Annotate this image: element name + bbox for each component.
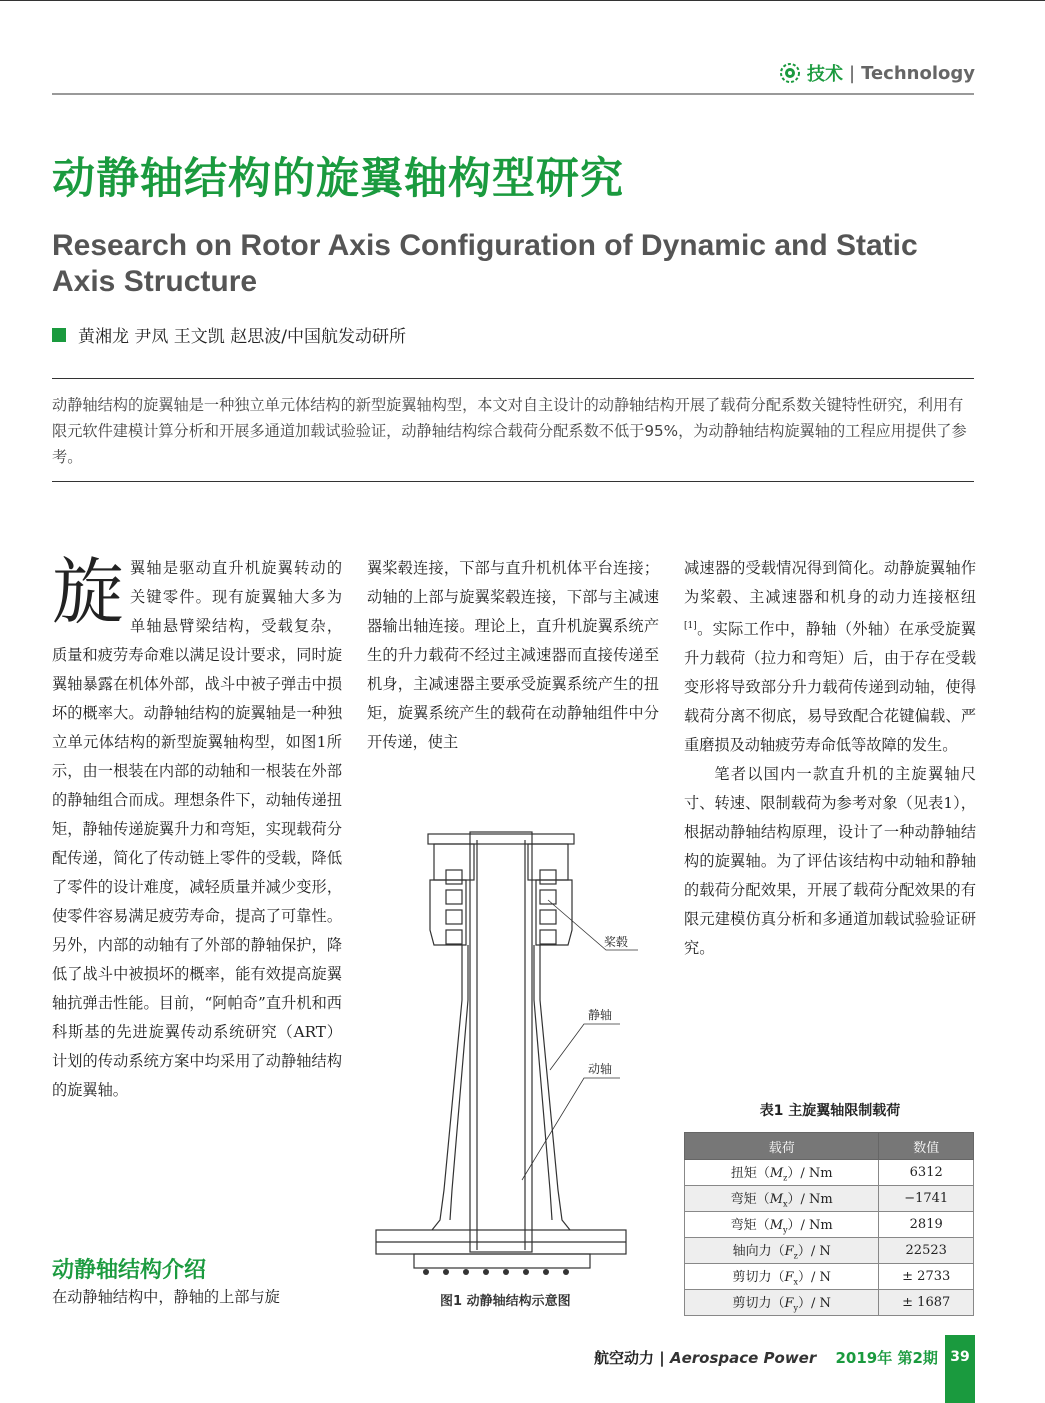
section-zh: 技术	[807, 64, 843, 85]
table-header-load: 载荷	[685, 1133, 879, 1160]
section-tag	[779, 60, 975, 86]
dynamic-shaft	[470, 832, 532, 1252]
load-value: ± 1687	[879, 1290, 974, 1316]
table-row	[685, 1290, 974, 1316]
title-en: Research on Rotor Axis Configuration of Dynamic and Static Axis Structure	[52, 229, 918, 298]
table-row	[685, 1160, 974, 1186]
column-3-para-2: 笔者以国内一款直升机的主旋翼轴尺寸、转速、限制载荷为参考对象（见表1），根据动静轴结构原理，设计了一种动静轴结构的旋翼轴。为了评估该结构中动轴和静轴的载荷分配效果，开展了载荷分配效果的有限元建模仿真分析和多通道加载试验验证研究。	[684, 765, 976, 958]
journal-en: Aerospace Power	[669, 1349, 817, 1367]
load-value: ± 2733	[879, 1264, 974, 1290]
load-name: 扭矩$(M_z)/$ Nm	[685, 1160, 879, 1186]
bullet-square-icon	[52, 328, 66, 342]
leader-dynamic	[522, 1078, 620, 1180]
label-dynamic: 动轴	[588, 1062, 613, 1076]
load-value: 22523	[879, 1238, 974, 1264]
load-name: 轴向力$(F_z)/$ N	[685, 1238, 879, 1264]
hub-flange	[428, 834, 574, 844]
table-row	[685, 1186, 974, 1212]
static-shaft	[432, 945, 462, 1230]
figure-1-drawing	[370, 820, 660, 1280]
footer	[594, 1347, 938, 1368]
abstract: 动静轴结构的旋翼轴是一种独立单元体结构的新型旋翼轴构型，本文对自主设计的动静轴结构开展了载荷分配系数关键特性研究，利用有限元软件建模计算分析和开展多通道加载试验验证，动静轴结构综合载荷分配系数不低于95%，为动静轴结构旋翼轴的工程应用提供了参考。	[52, 396, 967, 466]
column-1	[52, 550, 342, 1105]
section-heading: 动静轴结构介绍	[52, 1258, 207, 1283]
label-static: 静轴	[588, 1008, 613, 1022]
load-name: 弯矩$(M_y)/$ Nm	[685, 1212, 879, 1238]
section-separator: |	[849, 62, 856, 84]
reference-mark: [1]	[684, 621, 697, 631]
page-number: 39	[945, 1335, 975, 1403]
table-row	[685, 1212, 974, 1238]
section-en: Technology	[861, 62, 975, 84]
issue: 2019年 第2期	[835, 1349, 938, 1367]
load-value: −1741	[879, 1186, 974, 1212]
top-rule	[0, 0, 1045, 1]
journal-logo-icon	[779, 62, 801, 84]
authors-line	[52, 322, 406, 347]
bearing-right	[540, 870, 556, 944]
column-2: 翼桨毂连接，下部与直升机机体平台连接；动轴的上部与旋翼桨毂连接，下部与主减速器输出轴连接。理论上，直升机旋翼系统产生的升力载荷不经过主减速器而直接传递至机身，主减速器主要承受旋翼系统产生的扭矩，旋翼系统产生的载荷在动静轴组件中分开传递，使主	[367, 559, 659, 751]
abstract-bottom-rule	[52, 481, 974, 482]
load-name: 弯矩$(M_x)/$ Nm	[685, 1186, 879, 1212]
authors: 黄湘龙 尹凤 王文凯 赵思波/中国航发动研所	[78, 327, 406, 347]
abstract-top-rule	[52, 378, 974, 379]
table-title: 表1 主旋翼轴限制载荷	[759, 1103, 901, 1119]
title-zh: 动静轴结构的旋翼轴构型研究	[52, 154, 624, 204]
column-1-text: 翼轴是驱动直升机旋翼转动的关键零件。现有旋翼轴大多为单轴悬臂梁结构，受载复杂，质量和疲劳寿命难以满足设计要求，同时旋翼轴暴露在机体外部，战斗中被子弹击中损坏的概率大。动静轴结构的旋翼轴是一种独立单元体结构的新型旋翼轴构型，如图1所示，由一根装在内部的动轴和一根装在外部的静轴组合而成。理想条件下，动轴传递扭矩，静轴传递旋翼升力和弯矩，实现载荷分配传递，简化了传动链上零件的受载，降低了零件的设计难度，减轻质量并减少变形，使零件容易满足疲劳寿命，提高了可靠性。另外，内部的动轴有了外部的静轴保护，降低了战斗中被损坏的概率，能有效提高旋翼轴抗弹击性能。目前，“阿帕奇”直升机和西科斯基的先进旋翼传动系统研究（ART）计划的传动系统方案中均采用了动静轴结构的旋翼轴。	[52, 559, 342, 1099]
load-value: 6312	[879, 1160, 974, 1186]
table-row	[685, 1264, 974, 1290]
journal-sep: |	[659, 1349, 665, 1367]
journal-zh: 航空动力	[594, 1349, 655, 1367]
header-rule	[52, 93, 974, 95]
label-hub: 桨毂	[604, 935, 629, 949]
load-name: 剪切力$(F_x)/$ N	[685, 1264, 879, 1290]
column-3-para-1: 减速器的受载情况得到简化。动静旋翼轴作为桨毂、主减速器和机身的动力连接枢纽[1]。实际工作中，静轴（外轴）在承受旋翼升力载荷（拉力和弯矩）后，由于存在受载变形将导致部分升力载荷传递到动轴，使得载荷分离不彻底，易导致配合花键偏载、严重磨损及动轴疲劳寿命低等故障的发生。	[684, 559, 976, 755]
table-row	[685, 1238, 974, 1264]
loads-table	[684, 1132, 974, 1316]
section-body: 在动静轴结构中，静轴的上部与旋	[52, 1288, 280, 1306]
table-header-value: 数值	[879, 1133, 974, 1160]
figure-caption: 图1 动静轴结构示意图	[440, 1294, 571, 1309]
load-value: 2819	[879, 1212, 974, 1238]
bearing-left	[446, 870, 462, 944]
column-3	[684, 554, 976, 963]
drop-cap: 旋	[52, 550, 125, 634]
load-name: 剪切力$(F_y)/$ N	[685, 1290, 879, 1316]
